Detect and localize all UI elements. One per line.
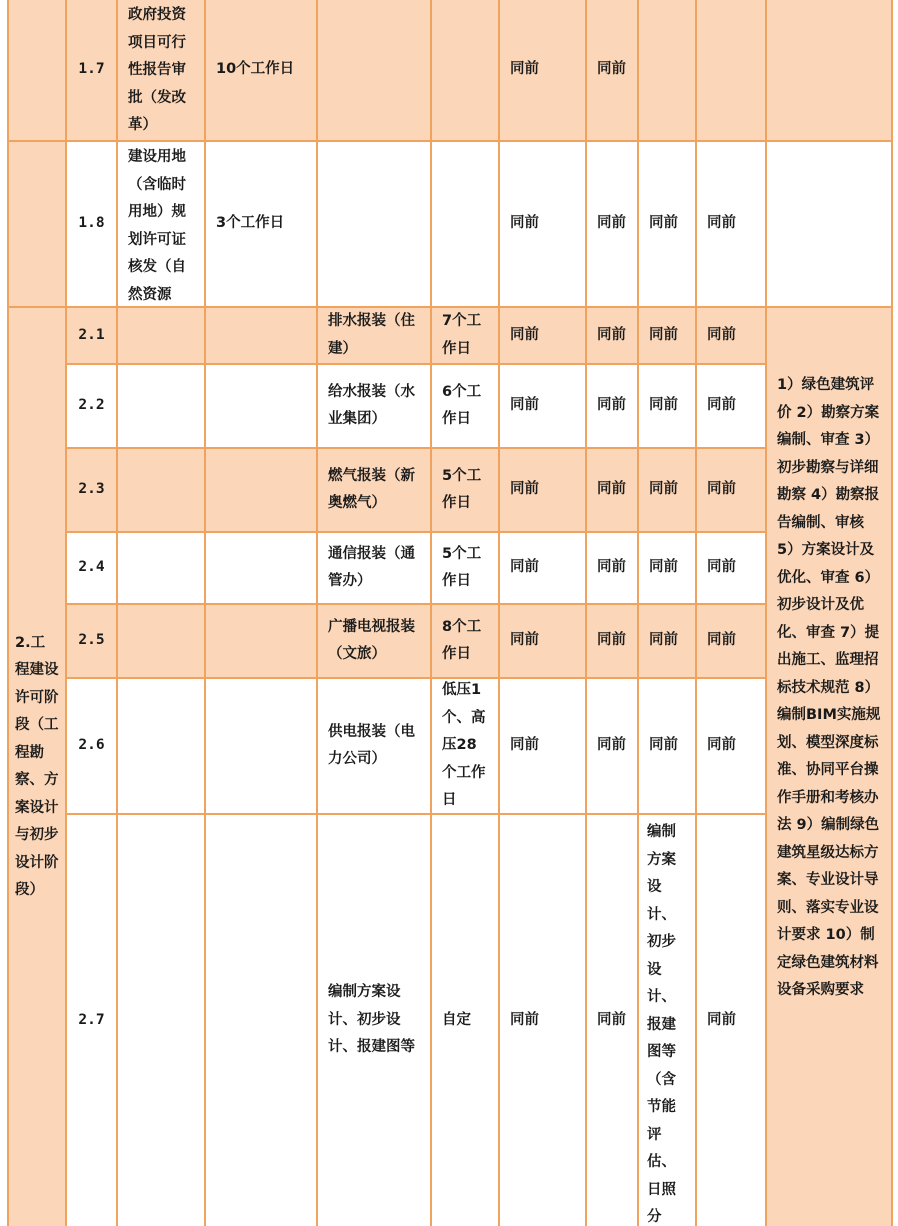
row-col8: 编制方案设计、初步设计、报建图等（含节能评估、日照分 xyxy=(637,813,697,1226)
row-number: 1.7 xyxy=(65,0,118,142)
row-col7: 同前 xyxy=(585,306,639,365)
row-col6: 同前 xyxy=(498,603,587,679)
row-col8: 同前 xyxy=(637,677,697,815)
row-item xyxy=(116,447,206,533)
row-col7: 同前 xyxy=(585,363,639,449)
row-item: 建设用地（含临时用地）规划许可证核发（自然资源 xyxy=(116,140,206,308)
row-time xyxy=(204,531,318,605)
row-col9: 同前 xyxy=(695,813,767,1226)
row-col4: 广播电视报装（文旅） xyxy=(316,603,432,679)
row-col8: 同前 xyxy=(637,140,697,308)
row-col5: 5个工作日 xyxy=(430,447,500,533)
row-item xyxy=(116,677,206,815)
row-col9: 同前 xyxy=(695,447,767,533)
row-col7: 同前 xyxy=(585,531,639,605)
row-item: 政府投资项目可行性报告审批（发改革） xyxy=(116,0,206,142)
row-number: 2.3 xyxy=(65,447,118,533)
row-notes xyxy=(765,140,893,308)
row-col4 xyxy=(316,140,432,308)
row-col9: 同前 xyxy=(695,363,767,449)
row-item xyxy=(116,531,206,605)
row-col8: 同前 xyxy=(637,603,697,679)
row-item xyxy=(116,813,206,1226)
row-col9: 同前 xyxy=(695,603,767,679)
row-col9: 同前 xyxy=(695,140,767,308)
row-col9: 同前 xyxy=(695,677,767,815)
row-col6: 同前 xyxy=(498,447,587,533)
row-number: 2.5 xyxy=(65,603,118,679)
row-number: 2.1 xyxy=(65,306,118,365)
row-col5 xyxy=(430,140,500,308)
process-table xyxy=(7,0,893,1226)
row-col8: 同前 xyxy=(637,306,697,365)
row-col4: 编制方案设计、初步设计、报建图等 xyxy=(316,813,432,1226)
row-number: 2.2 xyxy=(65,363,118,449)
row-time xyxy=(204,603,318,679)
row-col6: 同前 xyxy=(498,306,587,365)
row-col5: 自定 xyxy=(430,813,500,1226)
row-item xyxy=(116,363,206,449)
row-col6: 同前 xyxy=(498,813,587,1226)
row-notes xyxy=(765,0,893,142)
row-time xyxy=(204,363,318,449)
row-number: 2.4 xyxy=(65,531,118,605)
row-number: 2.7 xyxy=(65,813,118,1226)
row-col6: 同前 xyxy=(498,363,587,449)
row-col4: 燃气报装（新奥燃气） xyxy=(316,447,432,533)
row-col8: 同前 xyxy=(637,531,697,605)
row-time xyxy=(204,306,318,365)
stage-cell-1 xyxy=(7,140,67,308)
row-col4: 供电报装（电力公司） xyxy=(316,677,432,815)
stage-cell-1 xyxy=(7,0,67,142)
row-col5: 7个工作日 xyxy=(430,306,500,365)
row-col6: 同前 xyxy=(498,677,587,815)
row-number: 2.6 xyxy=(65,677,118,815)
row-time xyxy=(204,447,318,533)
row-col6: 同前 xyxy=(498,0,587,142)
row-number: 1.8 xyxy=(65,140,118,308)
row-col7: 同前 xyxy=(585,447,639,533)
row-col9: 同前 xyxy=(695,531,767,605)
row-col4: 通信报装（通管办） xyxy=(316,531,432,605)
row-col4: 排水报装（住建） xyxy=(316,306,432,365)
row-col7: 同前 xyxy=(585,813,639,1226)
row-time xyxy=(204,813,318,1226)
row-col7: 同前 xyxy=(585,603,639,679)
row-col8: 同前 xyxy=(637,363,697,449)
row-time: 10个工作日 xyxy=(204,0,318,142)
row-col7: 同前 xyxy=(585,677,639,815)
row-col5: 8个工作日 xyxy=(430,603,500,679)
row-col5 xyxy=(430,0,500,142)
row-col9 xyxy=(695,0,767,142)
row-item xyxy=(116,603,206,679)
row-col8: 同前 xyxy=(637,447,697,533)
row-col4 xyxy=(316,0,432,142)
row-col5: 5个工作日 xyxy=(430,531,500,605)
row-col5: 6个工作日 xyxy=(430,363,500,449)
row-col6: 同前 xyxy=(498,140,587,308)
row-col7: 同前 xyxy=(585,0,639,142)
stage-notes: 1）绿色建筑评价 2）勘察方案编制、审查 3）初步勘察与详细勘察 4）勘察报告编制、审核 5）方案设计及优化、审查 6）初步设计及优化、审查 7）提出施工、监理招标技术规范 8）编制BIM实施规划、模型深度标准、协同平台操作手册和考核办法 9）编制绿色建筑星级达标方案、专业设计导则、落实专业设计要求 10）制定绿色建筑材料设备采购要求 xyxy=(765,306,893,1226)
row-col4: 给水报装（水业集团） xyxy=(316,363,432,449)
row-time: 3个工作日 xyxy=(204,140,318,308)
row-col9: 同前 xyxy=(695,306,767,365)
row-col5: 低压1个、高压28个工作日 xyxy=(430,677,500,815)
row-col6: 同前 xyxy=(498,531,587,605)
row-col7: 同前 xyxy=(585,140,639,308)
row-time xyxy=(204,677,318,815)
row-col8 xyxy=(637,0,697,142)
row-item xyxy=(116,306,206,365)
stage-label: 2.工程建设许可阶段（工程勘察、方案设计与初步设计阶段） xyxy=(7,306,67,1226)
